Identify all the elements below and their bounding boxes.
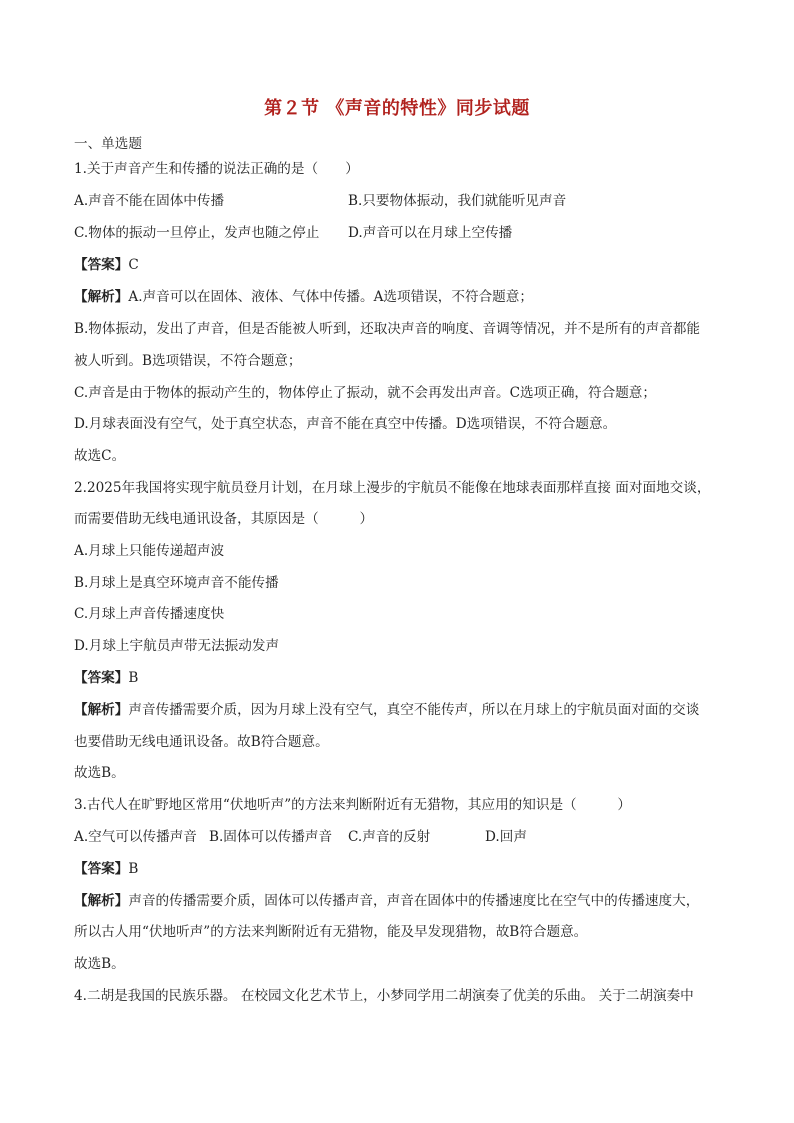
question-1-analysis-line-4: C.声音是由于物体的振动产生的，物体停止了振动，就不会再发出声音。C选项正确，符合题意； (74, 385, 656, 401)
question-2-conclusion: 故选B。 (74, 765, 125, 781)
question-1-option-d: D.声音可以在月球上空传播 (348, 225, 513, 241)
question-2-answer (74, 668, 138, 688)
question-2-option-b: B.月球上是真空环境声音不能传播 (74, 575, 279, 591)
question-1-stem: 1.关于声音产生和传播的说法正确的是（ ） (74, 161, 359, 177)
answer-value: C (128, 257, 139, 273)
page-title: 第２节 《声音的特性》同步试题 (264, 98, 530, 119)
question-1-option-b: B.只要物体振动，我们就能听见声音 (348, 193, 567, 209)
answer-value: B (128, 670, 139, 686)
question-3-stem: 3.古代人在旷野地区常用“伏地听声”的方法来判断附近有无猎物，其应用的知识是（ ） (74, 797, 632, 813)
analysis-text: 声音传播需要介质，因为月球上没有空气，真空不能传声，所以在月球上的宇航员面对面的交谈 (128, 702, 700, 718)
section-heading: 一、单选题 (74, 136, 142, 152)
question-4-stem: 4.二胡是我国的民族乐器。 在校园文化艺术节上，小梦同学用二胡演奏了优美的乐曲。 关于二胡演奏中 (74, 988, 694, 1004)
question-1-analysis-line-1 (74, 287, 533, 307)
question-2-analysis-line-1 (74, 700, 699, 720)
analysis-text: 声音的传播需要介质，固体可以传播声音，声音在固体中的传播速度比在空气中的传播速度大， (128, 893, 700, 909)
question-1-answer (74, 255, 139, 275)
question-3-option-b: B.固体可以传播声音 (209, 829, 333, 845)
analysis-label: 【解析】 (74, 289, 129, 305)
question-2-stem-line-1: 2.2025年我国将实现宇航员登月计划，在月球上漫步的宇航员不能像在地球表面那样直接 面对面地交谈， (74, 480, 711, 496)
question-3-answer (74, 859, 138, 879)
question-2-option-d: D.月球上宇航员声带无法振动发声 (74, 638, 280, 654)
question-3-analysis-line-2: 所以古人用“伏地听声”的方法来判断附近有无猎物，能及早发现猎物，故B符合题意。 (74, 924, 588, 940)
question-1-analysis-line-5: D.月球表面没有空气，处于真空状态，声音不能在真空中传播。D选项错误，不符合题意。 (74, 416, 617, 432)
question-2-stem-line-2: 而需要借助无线电通讯设备，其原因是（ ） (74, 511, 374, 527)
question-2-analysis-line-2: 也要借助无线电通讯设备。故B符合题意。 (74, 734, 329, 750)
question-1-option-c: C.物体的振动一旦停止，发声也随之停止 (74, 225, 320, 241)
question-1-analysis-line-3: 被人听到。B选项错误，不符合题意； (74, 353, 302, 369)
answer-value: B (128, 861, 139, 877)
question-3-analysis-line-1 (74, 891, 699, 911)
question-2-option-c: C.月球上声音传播速度快 (74, 606, 225, 622)
question-2-option-a: A.月球上只能传递超声波 (74, 543, 225, 559)
question-3-option-d: D.回声 (485, 829, 527, 845)
analysis-text: A.声音可以在固体、液体、气体中传播。A选项错误，不符合题意； (128, 289, 533, 305)
analysis-label: 【解析】 (74, 702, 129, 718)
question-3-conclusion: 故选B。 (74, 956, 125, 972)
answer-label: 【答案】 (74, 670, 129, 686)
answer-label: 【答案】 (74, 257, 129, 273)
question-1-conclusion: 故选C。 (74, 448, 126, 464)
analysis-label: 【解析】 (74, 893, 129, 909)
question-3-option-a: A.空气可以传播声音 (74, 829, 197, 845)
question-1-analysis-line-2: B.物体振动，发出了声音，但是否能被人听到，还取决声音的响度、音调等情况，并不是所有的声音都能 (74, 321, 701, 337)
question-3-option-c: C.声音的反射 (348, 829, 431, 845)
answer-label: 【答案】 (74, 861, 129, 877)
question-1-option-a: A.声音不能在固体中传播 (74, 193, 225, 209)
